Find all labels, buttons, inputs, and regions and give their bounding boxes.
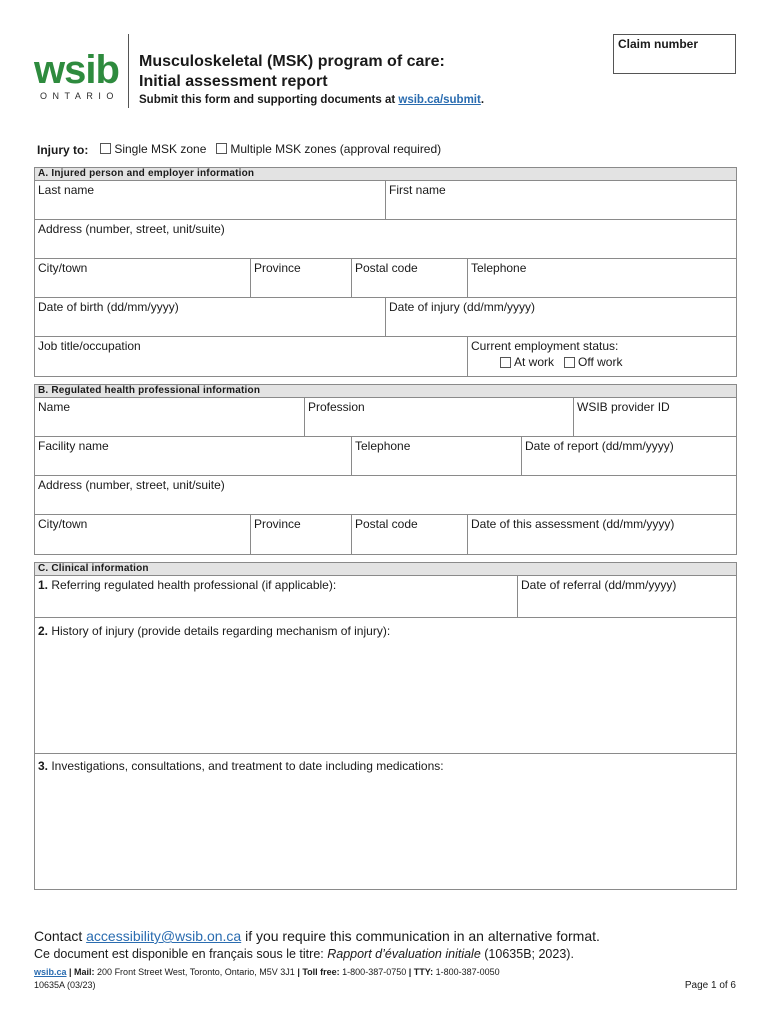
header-divider [128,34,129,108]
professional-row [35,398,736,437]
submit-link[interactable]: wsib.ca/submit [398,94,481,106]
section-a [34,167,737,377]
accessibility-email-link[interactable]: accessibility@wsib.on.ca [86,928,242,944]
hp-telephone-field[interactable] [351,437,521,475]
tty-label: | TTY: [406,967,436,977]
at-work-option[interactable] [500,355,554,370]
referral-row [35,576,736,618]
doi-field[interactable] [385,298,736,336]
at-work-label: At work [514,355,555,369]
french-availability [34,947,574,961]
date-of-assessment-label: Date of this assessment (dd/mm/yyyy) [471,517,675,531]
date-of-report-field[interactable] [521,437,736,475]
injury-to-row [37,140,451,157]
contact-prefix: Contact [34,928,87,944]
french-suffix: (10635B; 2023). [480,947,574,961]
single-msk-zone-option[interactable] [100,142,206,156]
hp-province-field[interactable] [250,515,351,554]
multiple-msk-label: Multiple MSK zones (approval required) [230,141,442,156]
at-work-checkbox[interactable] [500,357,511,368]
hp-telephone-label: Telephone [355,439,411,453]
postal-code-field[interactable] [351,259,467,297]
facility-label: Facility name [38,439,109,453]
q3-label: Investigations, consultations, and treatment to date including medications: [48,759,444,773]
first-name-field[interactable] [385,181,736,219]
date-of-assessment-field[interactable] [467,515,736,554]
profession-label: Profession [308,400,365,414]
logo-wordmark: wsib [34,48,119,92]
facility-row [35,437,736,476]
address-row [35,220,736,259]
submit-suffix: . [480,94,485,106]
hp-name-field[interactable] [35,398,304,436]
contact-suffix: if you require this communication in an alternative format. [241,928,600,944]
off-work-checkbox[interactable] [564,357,575,368]
q1-label: Referring regulated health professional (if applicable): [48,578,337,592]
date-of-referral-field[interactable] [517,576,736,617]
date-of-report-label: Date of report (dd/mm/yyyy) [525,439,674,453]
multiple-msk-zones-option[interactable] [216,142,441,156]
q1-number: 1. [38,578,49,592]
investigations-field[interactable] [35,754,736,889]
city-row [35,259,736,298]
wsib-site-link[interactable]: wsib.ca [34,967,67,977]
last-name-label: Last name [38,183,95,197]
wsib-logo [34,48,122,101]
hp-postal-field[interactable] [351,515,467,554]
hp-address-field[interactable] [35,476,736,514]
page-number: Page 1 of 6 [684,980,736,991]
telephone-label: Telephone [471,261,527,275]
section-c [34,562,737,890]
claim-number-field[interactable] [613,34,736,74]
job-field[interactable] [35,337,467,376]
employment-status-field [467,337,736,376]
french-prefix: Ce document est disponible en français sous le titre: [34,947,328,961]
investigations-row [35,754,736,889]
address-label: Address (number, street, unit/suite) [38,222,225,236]
doi-label: Date of injury (dd/mm/yyyy) [389,300,536,314]
facility-field[interactable] [35,437,351,475]
section-c-heading: C. Clinical information [35,563,736,576]
french-title: Rapport d’évaluation initiale [327,947,481,961]
last-name-field[interactable] [35,181,385,219]
telephone-field[interactable] [467,259,736,297]
referring-professional-field[interactable] [35,576,517,617]
city-label: City/town [38,261,88,275]
date-of-referral-label: Date of referral (dd/mm/yyyy) [521,578,677,592]
q2-number: 2. [38,624,49,638]
injury-to-label: Injury to: [37,143,89,157]
provider-id-field[interactable] [573,398,736,436]
hp-province-label: Province [254,517,301,531]
tollfree-number: 1-800-387-0750 [342,967,407,977]
hp-address-row [35,476,736,515]
history-row [35,618,736,754]
title-line-1: Musculoskeletal (MSK) program of care: [139,53,445,70]
dob-field[interactable] [35,298,385,336]
multiple-msk-checkbox[interactable] [216,143,227,154]
form-title [139,52,445,92]
single-msk-checkbox[interactable] [100,143,111,154]
submit-prefix: Submit this form and supporting documents at [139,94,399,106]
off-work-label: Off work [578,355,623,369]
q2-label: History of injury (provide details regarding mechanism of injury): [48,624,391,638]
single-msk-label: Single MSK zone [114,141,207,156]
hp-name-label: Name [38,400,71,414]
employment-status-label: Current employment status: [471,339,619,353]
claim-number-label: Claim number [618,37,699,51]
name-row [35,181,736,220]
province-label: Province [254,261,301,275]
off-work-option[interactable] [564,355,622,370]
section-b-heading: B. Regulated health professional information [35,385,736,398]
logo-ontario: ONTARIO [40,91,119,101]
hp-city-field[interactable] [35,515,250,554]
section-a-heading: A. Injured person and employer information [35,168,736,181]
submit-instructions [139,94,484,106]
first-name-label: First name [389,183,446,197]
postal-label: Postal code [355,261,418,275]
tollfree-label: | Toll free: [294,967,343,977]
mailing-info [34,967,500,977]
profession-field[interactable] [304,398,573,436]
accessibility-contact [34,928,600,944]
tty-number: 1-800-387-0050 [435,967,500,977]
dob-label: Date of birth (dd/mm/yyyy) [38,300,179,314]
job-label: Job title/occupation [38,339,141,353]
job-row [35,337,736,376]
hp-address-label: Address (number, street, unit/suite) [38,478,225,492]
mail-label: | Mail: [66,967,98,977]
history-of-injury-field[interactable] [35,618,736,753]
provider-id-label: WSIB provider ID [577,400,670,414]
city-field[interactable] [35,259,250,297]
dates-row [35,298,736,337]
address-field[interactable] [35,220,736,258]
form-number: 10635A (03/23) [34,980,96,990]
hp-postal-label: Postal code [355,517,418,531]
title-line-2: Initial assessment report [139,73,328,90]
section-b [34,384,737,555]
hp-city-row [35,515,736,554]
hp-city-label: City/town [38,517,88,531]
mail-address: 200 Front Street West, Toronto, Ontario, M5V 3J1 [97,967,295,977]
employment-status-options [500,355,632,370]
q3-number: 3. [38,759,49,773]
province-field[interactable] [250,259,351,297]
